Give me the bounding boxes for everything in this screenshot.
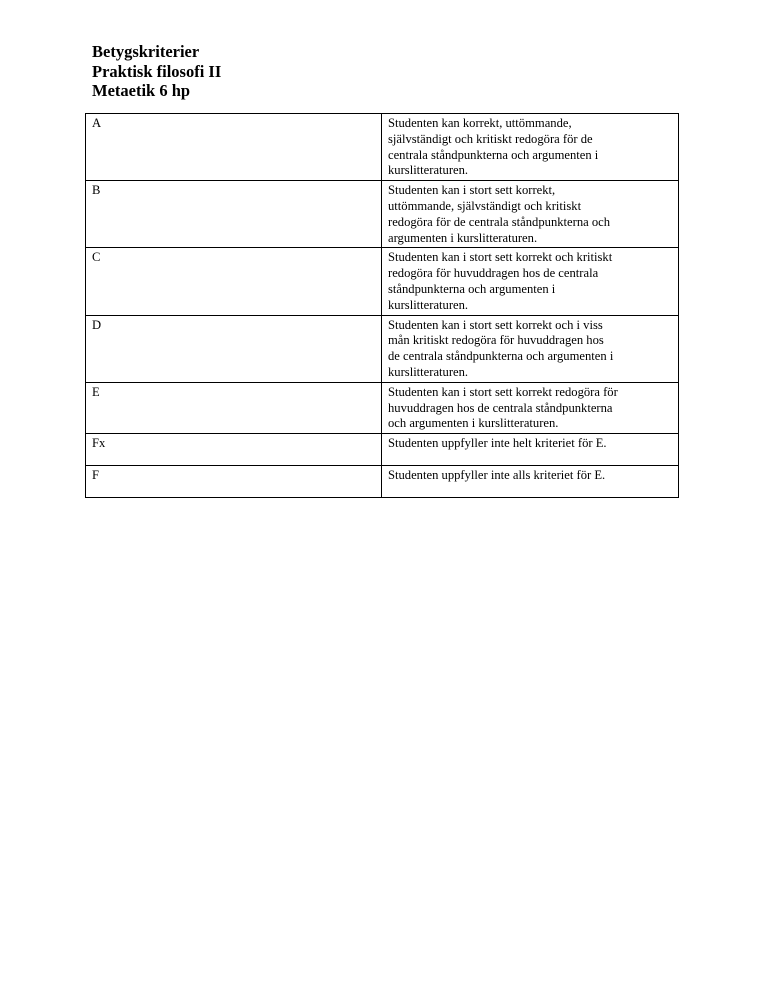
- heading-line-module: Metaetik 6 hp: [92, 81, 191, 100]
- criterion-line: kurslitteraturen.: [388, 163, 469, 178]
- criterion-line: kurslitteraturen.: [388, 364, 469, 379]
- heading-line-course: Praktisk filosofi II: [92, 61, 222, 81]
- table-row-grade-e: [86, 382, 679, 433]
- criterion-line: mån kritiskt redogöra för huvuddragen hos: [388, 333, 604, 348]
- criterion-line: självständigt och kritiskt redogöra för de: [388, 131, 593, 146]
- table-row-grade-c: [86, 248, 679, 315]
- document-heading: [92, 42, 221, 101]
- grade-cell: E: [86, 382, 382, 433]
- criterion-line: Studenten kan i stort sett korrekt och i viss: [388, 317, 603, 332]
- table-row-grade-fx: [86, 434, 679, 466]
- criterion-line: argumenten i kurslitteraturen.: [388, 230, 538, 245]
- criterion-description-cell: [382, 181, 679, 248]
- criterion-description-cell: [382, 434, 679, 466]
- criterion-line: Studenten kan korrekt, uttömmande,: [388, 116, 572, 130]
- table-row-grade-d: [86, 315, 679, 382]
- criterion-description-cell: [382, 315, 679, 382]
- criterion-description-cell: [382, 114, 679, 181]
- grade-cell: Fx: [86, 434, 382, 466]
- grade-cell: A: [86, 114, 382, 181]
- criterion-line: huvuddragen hos de centrala ståndpunkterna: [388, 400, 613, 415]
- criterion-line: Studenten uppfyller inte helt kriteriet för E.: [388, 436, 607, 451]
- grade-cell: D: [86, 315, 382, 382]
- criterion-line: Studenten kan i stort sett korrekt och kritiskt: [388, 250, 613, 265]
- criterion-line: de centrala ståndpunkterna och argumenten i: [388, 349, 614, 364]
- criterion-line: redogöra för de centrala ståndpunkterna och: [388, 214, 611, 229]
- grading-criteria-table: [85, 113, 679, 498]
- criterion-description-cell: [382, 466, 679, 498]
- criterion-line: uttömmande, självständigt och kritiskt: [388, 198, 582, 213]
- criterion-line: redogöra för huvuddragen hos de centrala: [388, 266, 599, 281]
- criterion-description-cell: [382, 382, 679, 433]
- criterion-line: kurslitteraturen.: [388, 297, 469, 312]
- grade-cell: F: [86, 466, 382, 498]
- criterion-line: Studenten uppfyller inte alls kriteriet för E.: [388, 468, 606, 483]
- heading-line-title: Betygskriterier: [92, 42, 200, 61]
- criterion-line: Studenten kan i stort sett korrekt,: [388, 183, 556, 198]
- criterion-line: ståndpunkterna och argumenten i: [388, 281, 556, 296]
- criterion-description-cell: [382, 248, 679, 315]
- table-row-grade-f: [86, 466, 679, 498]
- table-row-grade-a: [86, 114, 679, 181]
- criterion-line: centrala ståndpunkterna och argumenten i: [388, 147, 599, 162]
- table-row-grade-b: [86, 181, 679, 248]
- grade-cell: C: [86, 248, 382, 315]
- criterion-line: och argumenten i kurslitteraturen.: [388, 416, 559, 431]
- criteria-table-body: [86, 114, 679, 498]
- criterion-line: Studenten kan i stort sett korrekt redogöra för: [388, 384, 618, 399]
- grade-cell: B: [86, 181, 382, 248]
